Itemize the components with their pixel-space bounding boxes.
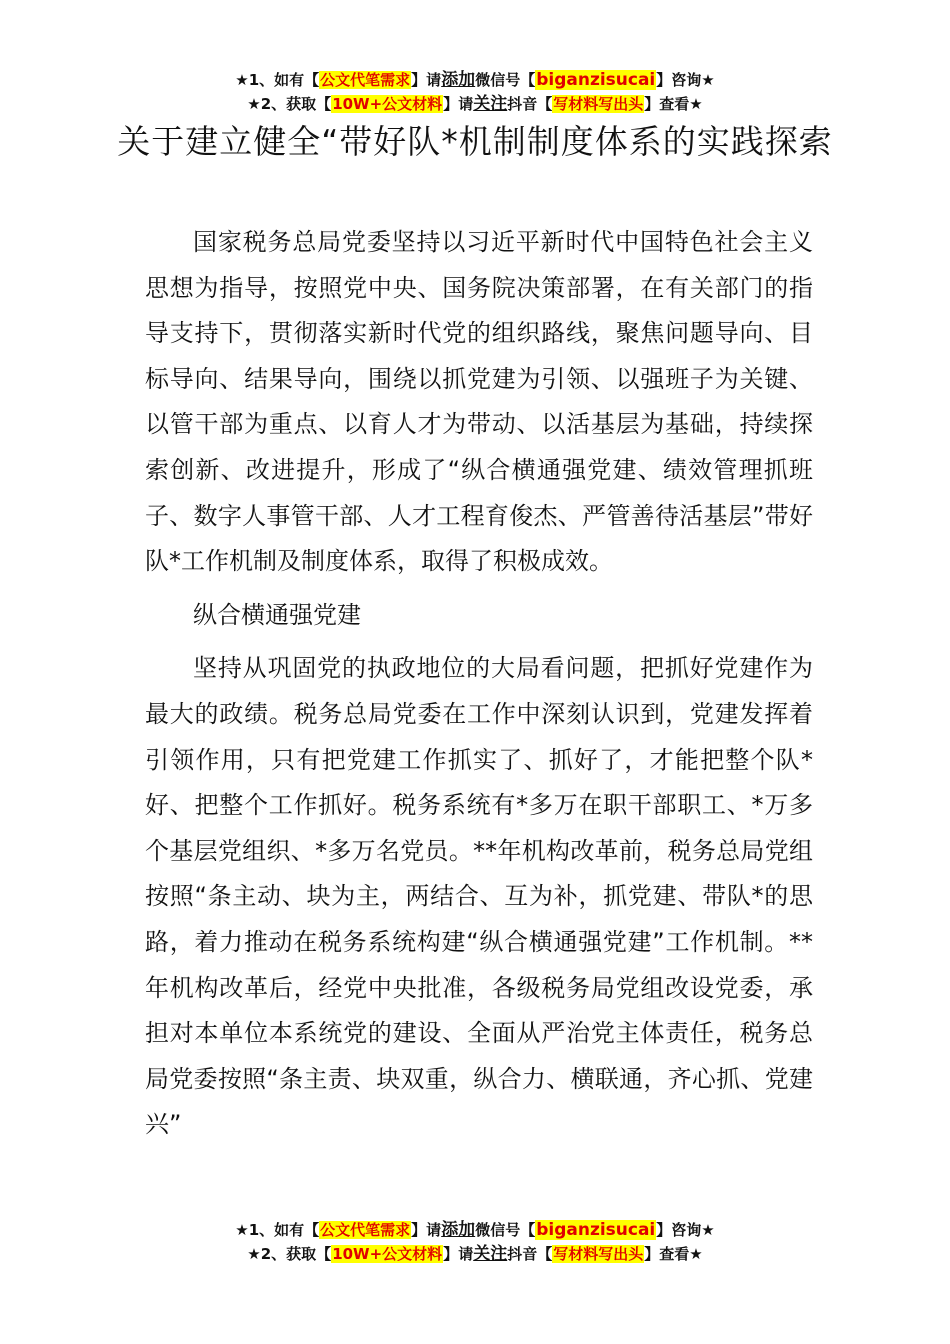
banner-line-2 (0, 1242, 950, 1266)
banner-text: ★2、获取【 (247, 95, 332, 113)
banner-text: ★1、如有【 (235, 1221, 320, 1239)
banner-highlight: 公文代笔需求 (320, 71, 411, 89)
bottom-banner (0, 1218, 950, 1266)
banner-line-1 (0, 68, 950, 92)
banner-text: 】请 (443, 95, 474, 113)
paragraph-intro: 国家税务总局党委坚持以习近平新时代中国特色社会主义思想为指导，按照党中央、国务院决策部署，在有关部门的指导支持下，贯彻落实新时代党的组织路线，聚焦问题导向、目标导向、结果导向，围绕以抓党建为引领、以强班子为关键、以管干部为重点、以育人才为带动、以活基层为基础，持续探索创新、改进提升，形成了“纵合横通强党建、绩效管理抓班子、数字人事管干部、人才工程育俊杰、严管善待活基层”带好队*工作机制及制度体系，取得了积极成效。 (145, 228, 813, 576)
banner-underline: 关注 (473, 1244, 508, 1264)
document-body (145, 220, 813, 1148)
top-banner (0, 68, 950, 116)
banner-highlight: 公文代笔需求 (320, 1221, 411, 1239)
banner-text: 】请 (411, 71, 442, 89)
banner-text: 】请 (443, 1245, 474, 1263)
document-title: 关于建立健全“带好队*机制制度体系的实践探索 (117, 122, 833, 161)
banner-text: 微信号【 (475, 71, 536, 89)
banner-text: 微信号【 (475, 1221, 536, 1239)
banner-text: ★2、获取【 (247, 1245, 332, 1263)
banner-line-2 (0, 92, 950, 116)
banner-line-1 (0, 1218, 950, 1242)
banner-text: 】咨询★ (656, 71, 715, 89)
paragraph-body: 坚持从巩固党的执政地位的大局看问题，把抓好党建作为最大的政绩。税务总局党委在工作中深刻认识到，党建发挥着引领作用，只有把党建工作抓实了、抓好了，才能把整个队*好、把整个工作抓好。税务系统有*多万在职干部职工、*万多个基层党组织、*多万名党员。**年机构改革前，税务总局党组按照“条主动、块为主，两结合、互为补，抓党建、带队*的思路，着力推动在税务系统构建“纵合横通强党建”工作机制。**年机构改革后，经党中央批准，各级税务局党组改设党委，承担对本单位本系统党的建设、全面从严治党主体责任，税务总局党委按照“条主责、块双重，纵合力、横联通，齐心抓、党建兴” (145, 654, 813, 1139)
banner-text: 抖音【 (507, 95, 553, 113)
banner-underline: 添加 (441, 1220, 476, 1240)
banner-text: 】请 (411, 1221, 442, 1239)
banner-text: ★1、如有【 (235, 71, 320, 89)
banner-underline: 添加 (441, 70, 476, 90)
banner-highlight-douyin: 写材料写出头 (553, 95, 644, 113)
banner-text: 】查看★ (644, 95, 703, 113)
banner-underline: 关注 (473, 94, 508, 114)
banner-text: 】查看★ (644, 1245, 703, 1263)
banner-highlight-douyin: 写材料写出头 (553, 1245, 644, 1263)
banner-highlight: 10W+公文材料 (332, 95, 443, 113)
banner-text: 】咨询★ (656, 1221, 715, 1239)
section-heading: 纵合横通强党建 (193, 600, 361, 629)
banner-text: 抖音【 (507, 1245, 553, 1263)
banner-highlight: 10W+公文材料 (332, 1245, 443, 1263)
banner-highlight-wechat: biganzisucai (536, 70, 656, 90)
banner-highlight-wechat: biganzisucai (536, 1220, 656, 1240)
